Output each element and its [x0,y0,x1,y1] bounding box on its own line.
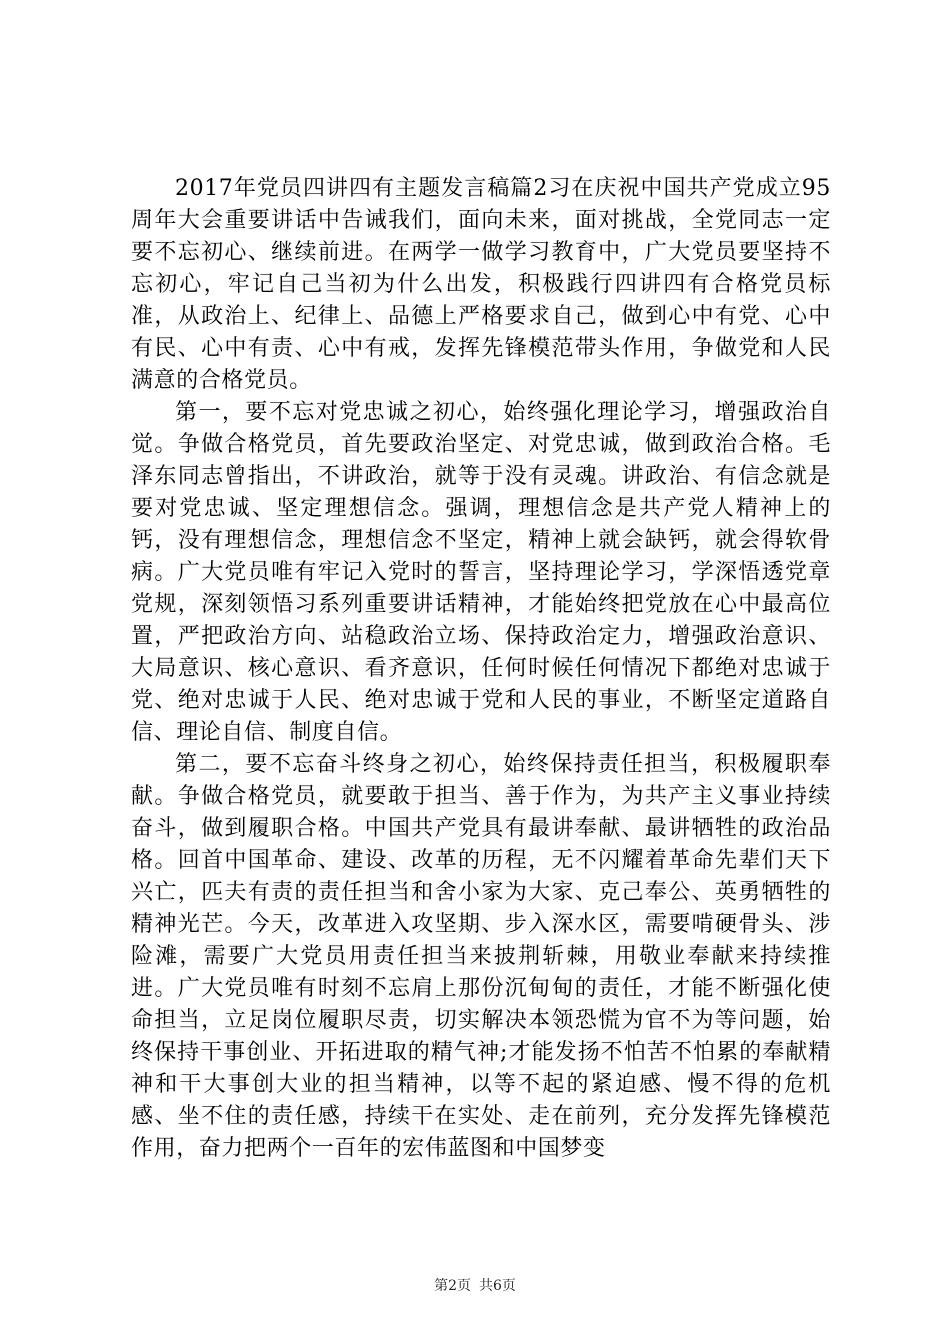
paragraph-intro: 2017年党员四讲四有主题发言稿篇2习在庆祝中国共产党成立95周年大会重要讲话中告诫我们，面向未来，面对挑战，全党同志一定要不忘初心、继续前进。在两学一做学习教育中，广大党员要坚持不忘初心，牢记自己当初为什么出发，积极践行四讲四有合格党员标准，从政治上、纪律上、品德上严格要求自己，做到心中有党、心中有民、心中有责、心中有戒，发挥先锋模范带头作用，争做党和人民满意的合格党员。 [131,176,831,393]
page-number-current: 第2页 [434,1278,471,1294]
paragraph-second-point: 第二，要不忘奋斗终身之初心，始终保持责任担当，积极履职奉献。争做合格党员，就要敢于担当、善于作为，为共产主义事业持续奋斗，做到履职合格。中国共产党具有最讲奉献、最讲牺牲的政治品格。回首中国革命、建设、改革的历程，无不闪耀着革命先辈们天下兴亡，匹夫有责的责任担当和舍小家为大家、克己奉公、英勇牺牲的精神光芒。今天，改革进入攻坚期、步入深水区，需要啃硬骨头、涉险滩，需要广大党员用责任担当来披荆斩棘，用敬业奉献来持续推进。广大党员唯有时刻不忘肩上那份沉甸甸的责任，才能不断强化使命担当，立足岗位履职尽责，切实解决本领恐慌为官不为等问题，始终保持干事创业、开拓进取的精气神;才能发扬不怕苦不怕累的奉献精神和干大事创大业的担当精神，以等不起的紧迫感、慢不得的危机感、坐不住的责任感，持续干在实处、走在前列，充分发挥先锋模范作用，奋力把两个一百年的宏伟蓝图和中国梦变 [131,752,831,1161]
page-number-total: 共6页 [479,1278,516,1294]
paragraph-first-point: 第一，要不忘对党忠诚之初心，始终强化理论学习，增强政治自觉。争做合格党员，首先要政治坚定、对党忠诚，做到政治合格。毛泽东同志曾指出，不讲政治，就等于没有灵魂。讲政治、有信念就是要对党忠诚、坚定理想信念。强调，理想信念是共产党人精神上的钙，没有理想信念，理想信念不坚定，精神上就会缺钙，就会得软骨病。广大党员唯有牢记入党时的誓言，坚持理论学习，学深悟透党章党规，深刻领悟习系列重要讲话精神，才能始终把党放在心中最高位置，严把政治方向、站稳政治立场、保持政治定力，增强政治意识、大局意识、核心意识、看齐意识，任何时候任何情况下都绝对忠诚于党、绝对忠诚于人民、绝对忠诚于党和人民的事业，不断坚定道路自信、理论自信、制度自信。 [131,400,831,745]
document-body [131,173,831,1165]
page-footer [0,1276,950,1296]
